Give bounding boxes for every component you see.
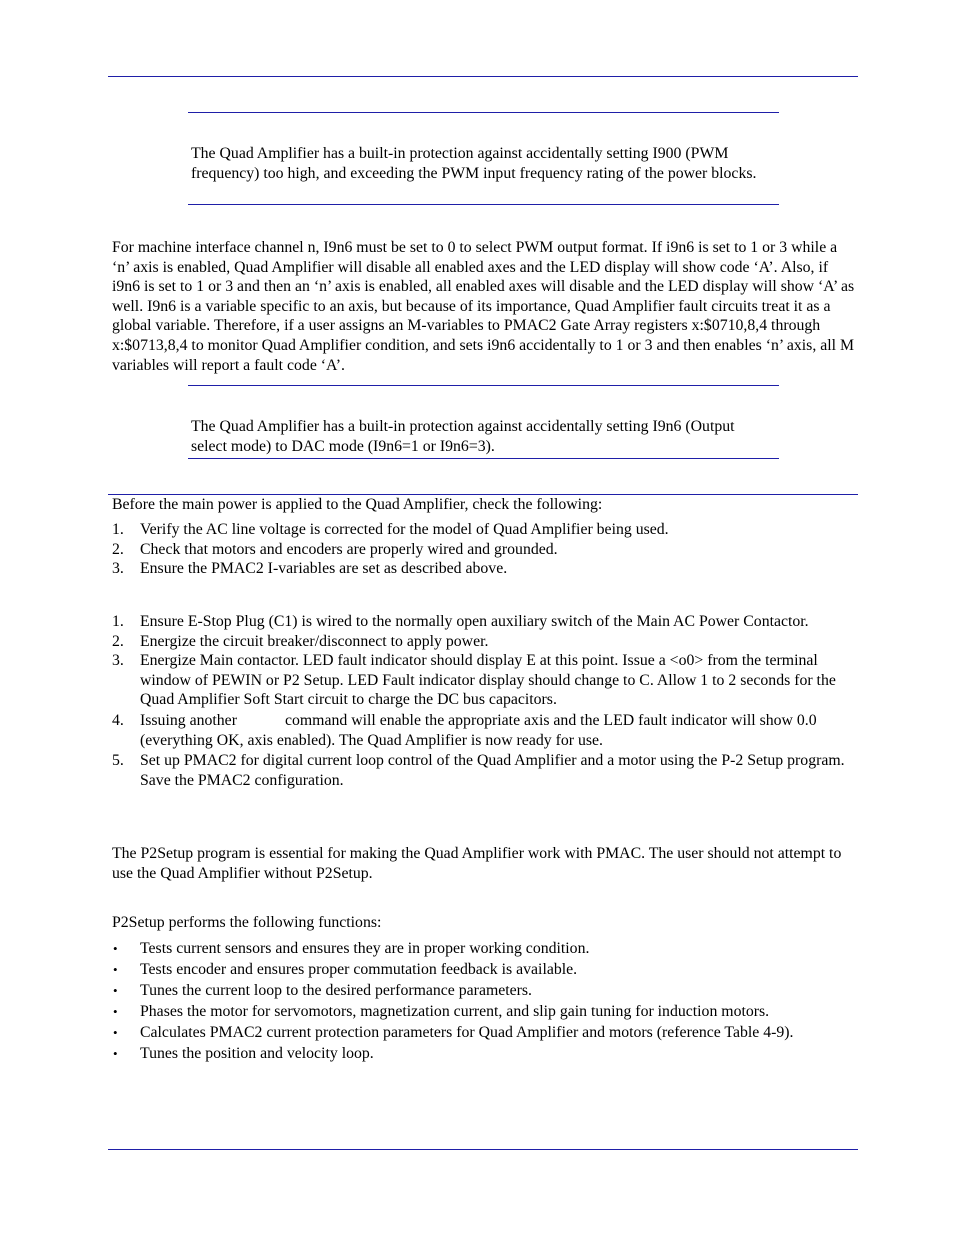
list-item: 3. Energize Main contactor. LED fault indicator should display E at this point. Issue a <o0> from the terminal window of PEWIN or P2 Setup. LED Fault indicator display should change to C. Allow 1 to 2 seconds for the Quad Amplifier Soft Start circuit to charge the DC bus capacitors. — [112, 652, 836, 709]
list-item: • Tests encoder and ensures proper commutation feedback is available. — [113, 960, 578, 978]
note1-top-rule — [188, 112, 779, 113]
note2-text: The Quad Amplifier has a built-in protection against accidentally setting I9n6 (Output select mode) to DAC mode (I9n6=1 or I9n6=3). — [191, 418, 735, 455]
list-item: • Tunes the position and velocity loop. — [113, 1044, 374, 1062]
list-item: • Calculates PMAC2 current protection parameters for Quad Amplifier and motors (reference Table 4-9). — [113, 1023, 794, 1041]
bullet-icon: • — [113, 1045, 118, 1061]
footer-rule — [108, 1149, 858, 1150]
i9n6-paragraph: For machine interface channel n, I9n6 must be set to 0 to select PWM output format. If i9n6 is set to 1 or 3 while a ‘n’ axis is enabled, Quad Amplifier will disable all enabled axes and the LED display will show code ‘A’. Also, if i9n6 is set to 1 or 3 and then an ‘n’ axis is enabled, all enabled axes will disable and the LED display will show ‘A’ as well. I9n6 is a variable specific to an axis, but because of its importance, Quad Amplifier fault circuits treat it as a global variable. Therefore, if a user assigns an M-variables to PMAC2 Gate Array registers x:$0710,8,4 through x:$0713,8,4 to monitor Quad Amplifier condition, and sets i9n6 accidentally to 1 or 3 and then enables ‘n’ axis, all M variables will report a fault code ‘A’. — [112, 239, 855, 374]
list-item: • Tunes the current loop to the desired performance parameters. — [113, 981, 533, 999]
list-item: 1. Verify the AC line voltage is corrected for the model of Quad Amplifier being used. — [112, 521, 669, 538]
list-item: • Phases the motor for servomotors, magnetization current, and slip gain tuning for induction motors. — [113, 1002, 770, 1020]
functions-list — [112, 939, 858, 1064]
note2-top-rule — [188, 385, 779, 386]
bullet-icon: • — [113, 941, 118, 956]
list-item: • Tests current sensors and ensures they are in proper working condition. — [113, 940, 590, 957]
note1-bottom-rule — [188, 204, 779, 205]
bullet-icon: • — [113, 961, 118, 977]
bullet-icon: • — [113, 1024, 118, 1040]
powerup-list — [112, 612, 858, 790]
list-item: 4. Issuing another command will enable the appropriate axis and the LED fault indicator will show 0.0 (everything OK, axis enabled). The Quad Amplifier is now ready for use. — [112, 711, 817, 749]
functions-intro: P2Setup performs the following functions: — [112, 914, 382, 931]
note2-bottom-rule — [188, 458, 779, 459]
checks-list — [112, 520, 858, 579]
note1-text: The Quad Amplifier has a built-in protection against accidentally setting I900 (PWM frequency) too high, and exceeding the PWM input frequency rating of the power blocks. — [191, 145, 757, 182]
checks-intro: Before the main power is applied to the Quad Amplifier, check the following: — [112, 496, 603, 513]
header-rule — [108, 76, 858, 77]
list-item: 2. Energize the circuit breaker/disconnect to apply power. — [112, 632, 489, 650]
p2setup-paragraph: The P2Setup program is essential for making the Quad Amplifier work with PMAC. The user should not attempt to use the Quad Amplifier without P2Setup. — [112, 845, 842, 882]
bullet-icon: • — [113, 982, 118, 998]
list-item: 3. Ensure the PMAC2 I-variables are set as described above. — [112, 560, 508, 578]
list-item: 1. Ensure E-Stop Plug (C1) is wired to the normally open auxiliary switch of the Main AC Power Contactor. — [112, 613, 809, 630]
bullet-icon: • — [113, 1003, 118, 1019]
list-item: 5. Set up PMAC2 for digital current loop control of the Quad Amplifier and a motor using the P-2 Setup program. Save the PMAC2 configuration. — [112, 752, 845, 789]
list-item: 2. Check that motors and encoders are properly wired and grounded. — [112, 540, 558, 558]
